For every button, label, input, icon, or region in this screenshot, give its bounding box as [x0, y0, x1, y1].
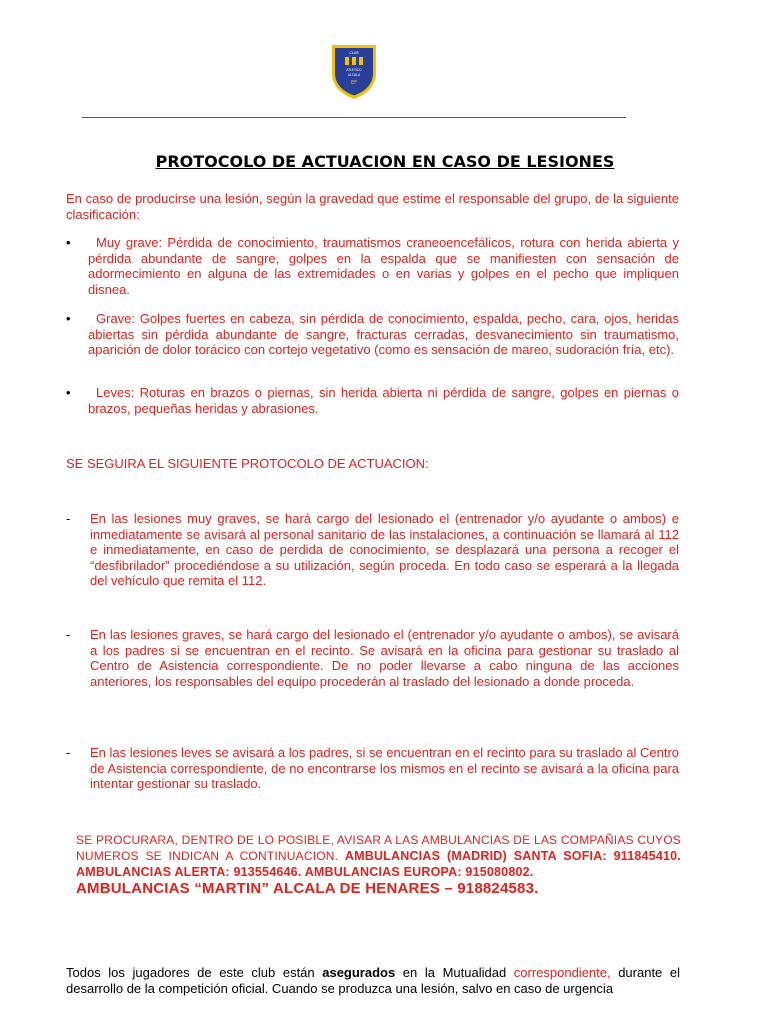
bullet-icon: •	[66, 385, 71, 400]
ambulance-list: AMBULANCIAS (MADRID) SANTA SOFIA: 911845410. AMBULANCIAS ALERTA: 913554646. AMBULANCIAS EUROPA: 915080802.	[76, 849, 681, 879]
classification-item-minor: Leves: Roturas en brazos o piernas, sin herida abierta ni pérdida de sangre, golpes en piernas o brazos, pequeñas heridas y abrasiones.	[88, 385, 679, 416]
header-divider	[82, 117, 626, 118]
intro-paragraph: En caso de producirse una lesión, según la gravedad que estime el responsable del grupo, de la siguiente clasificación:	[66, 191, 679, 222]
ambulance-intro: SE PROCURARA, DENTRO DE LO POSIBLE, AVISAR A LAS AMBULANCIAS DE LAS COMPAÑIAS CUYOS NUMEROS SE INDICAN A CONTINUACION.	[76, 833, 681, 863]
club-logo	[329, 43, 379, 101]
bullet-icon: •	[66, 235, 71, 250]
protocol-item-serious: En las lesiones graves, se hará cargo del lesionado el (entrenador y/o ayudante o ambos), se avisará a los padres si se encuentran en el recinto. Se avisará en la oficina para gestionar su traslado al Centro de Asistencia correspondiente. De no poder llevarse a cabo ninguna de las acciones anteriores, los responsables del equipo procederán al traslado del lesionado a donde proceda.	[90, 627, 679, 689]
dash-marker: -	[66, 511, 71, 526]
dash-marker: -	[66, 745, 71, 760]
svg-text:ATLETICO: ATLETICO	[346, 68, 362, 72]
classification-item-very-serious: Muy grave: Pérdida de conocimiento, traumatismos craneoencefálicos, rotura con herida abierta y pérdida abundante de sangre, golpes en la espalda que se manifiesten con sensación de adormecimiento en alguna de las extremidades o en varias y golpes en el pecho que impliquen disnea.	[88, 235, 679, 297]
dash-marker: -	[66, 627, 71, 642]
insurance-text-red: correspondiente,	[513, 965, 611, 980]
classification-item-serious: Grave: Golpes fuertes en cabeza, sin pérdida de conocimiento, espalda, pecho, cara, ojos, heridas abiertas sin pérdida abundante de sangre, fracturas cerradas, desvanecimiento sin traumatismo, aparición de dolor torácico con cortejo vegetativo (como es sensación de mareo, sudoración fría, etc).	[88, 311, 679, 357]
ambulance-notice	[76, 832, 681, 897]
document-title: PROTOCOLO DE ACTUACION EN CASO DE LESIONES	[155, 152, 615, 171]
protocol-item-minor: En las lesiones leves se avisará a los padres, si se encuentran en el recinto para su traslado al Centro de Asistencia correspondiente, de no encontrarse los mismos en el recinto se avisará a la oficina para intentar gestionar su traslado.	[90, 745, 679, 791]
svg-text:CLUB: CLUB	[349, 51, 359, 55]
bullet-icon: •	[66, 311, 71, 326]
svg-text:ALCALA: ALCALA	[347, 73, 361, 77]
insurance-text-bold: asegurados	[322, 965, 396, 980]
ambulance-martin: AMBULANCIAS “MARTIN” ALCALA DE HENARES – 918824583.	[76, 880, 539, 897]
insurance-paragraph	[66, 965, 680, 997]
protocol-item-very-serious: En las lesiones muy graves, se hará cargo del lesionado el (entrenador y/o ayudante o ambos) e inmediatamente se avisará al personal sanitario de las instalaciones, a continuación se llamará al 112 e inmediatamente, en caso de perdida de conocimiento, se desplazará una persona a recoger el “desfibrilador” procediéndose a su utilización, según proceda. En todo caso se esperará a la llegada del vehículo que remita el 112.	[90, 511, 679, 588]
insurance-text-1: Todos los jugadores de este club están	[66, 965, 323, 980]
svg-text:EF: EF	[350, 80, 358, 86]
insurance-text-2: en la Mutualidad	[395, 965, 514, 980]
protocol-heading: SE SEGUIRA EL SIGUIENTE PROTOCOLO DE ACTUACION:	[66, 456, 429, 471]
insurance-text-3: durante el desarrollo de la competición oficial. Cuando se produzca una lesión, salvo en caso de urgencia	[66, 965, 681, 996]
